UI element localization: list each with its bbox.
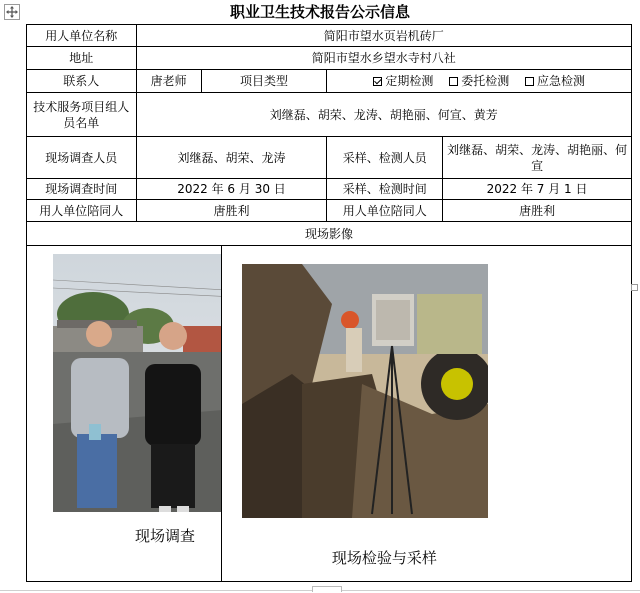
photo-cell-survey [27,246,222,582]
address-label: 地址 [27,47,137,70]
checkbox-empty-icon[interactable] [449,77,458,86]
team-list-label: 技术服务项目组人员名单 [27,93,137,137]
survey-time-label: 现场调查时间 [27,179,137,200]
photo-caption-survey: 现场调查 [135,527,196,545]
project-type-option-periodic[interactable]: 定期检测 [373,74,437,88]
escort-label: 用人单位陪同人 [27,200,137,222]
table-row [27,47,632,70]
table-row [27,70,632,93]
table-row [27,222,632,246]
checkbox-checked-icon[interactable] [373,77,382,86]
escort-value: 唐胜利 [443,200,632,222]
employer-name-label: 用人单位名称 [27,25,137,47]
team-list-value: 刘继磊、胡荣、龙涛、胡艳丽、何宣、黄芳 [136,93,631,137]
sampling-time-label: 采样、检测时间 [327,179,443,200]
disclosure-table [26,24,632,582]
survey-staff-label: 现场调查人员 [27,137,137,179]
row-end-marker-icon [631,284,638,291]
contact-label: 联系人 [27,70,137,93]
table-row [27,246,632,582]
escort-value: 唐胜利 [136,200,327,222]
sampling-staff-label: 采样、检测人员 [327,137,443,179]
address-value: 简阳市望水乡望水寺村八社 [136,47,631,70]
survey-staff-value: 刘继磊、胡荣、龙涛 [136,137,327,179]
photo-caption-sampling: 现场检验与采样 [331,549,437,567]
on-site-sampling-photo [242,264,488,518]
project-type-option-commissioned[interactable]: 委托检测 [449,74,513,88]
table-row [27,25,632,47]
site-survey-photo [53,254,221,512]
page-title: 职业卫生技术报告公示信息 [229,3,410,21]
escort-label: 用人单位陪同人 [327,200,443,222]
photo-cell-sampling [221,246,631,582]
survey-time-value: 2022 年 6 月 30 日 [136,179,327,200]
sampling-staff-value: 刘继磊、胡荣、龙涛、胡艳丽、何宣 [443,137,632,179]
checkbox-empty-icon[interactable] [525,77,534,86]
project-type-option-emergency[interactable]: 应急检测 [525,74,585,88]
contact-value: 唐老师 [136,70,201,93]
images-section-header: 现场影像 [27,222,632,246]
sampling-time-value: 2022 年 7 月 1 日 [443,179,632,200]
table-row [27,93,632,137]
table-row [27,179,632,200]
table-row [27,137,632,179]
project-type-options [327,70,632,93]
page-bottom-tick [312,586,342,592]
table-row [27,200,632,222]
project-type-label: 项目类型 [201,70,327,93]
employer-name-value: 简阳市望水页岩机砖厂 [136,25,631,47]
